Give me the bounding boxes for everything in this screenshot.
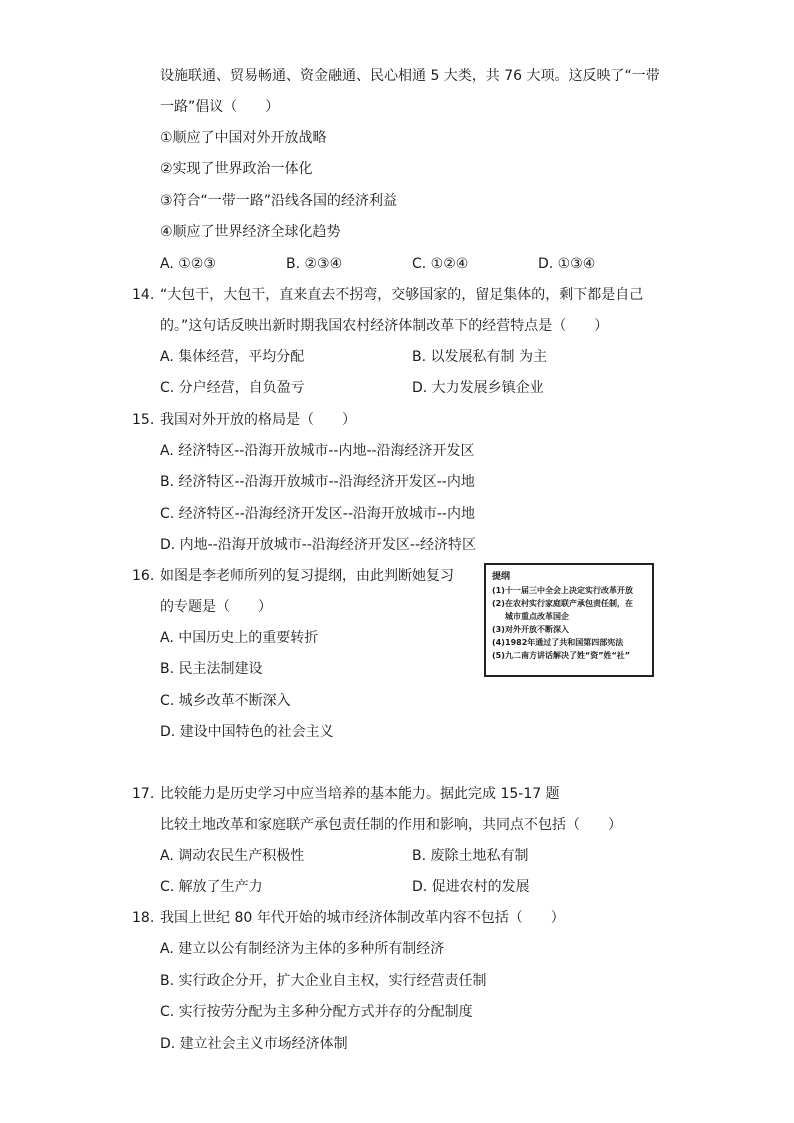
q16-option-d[interactable]: D. 建设中国特色的社会主义 (160, 724, 334, 740)
q13-option-a[interactable]: A. ①②③ (160, 256, 216, 272)
q13-stem-line2: 一路”倡议（ ） (160, 99, 280, 115)
q14-option-c[interactable]: C. 分户经营，自负盈亏 (160, 380, 305, 396)
outline-item-5 (492, 649, 646, 662)
outline-item-text: 九二南方讲话解决了姓“资”姓“社” (505, 651, 631, 660)
outline-item-number: (4) (492, 638, 505, 647)
q17-option-d[interactable]: D. 促进农村的发展 (412, 879, 530, 895)
outline-item-number: (1) (492, 586, 505, 595)
outline-title: 提纲 (492, 572, 511, 582)
q18-option-d[interactable]: D. 建立社会主义市场经济体制 (160, 1036, 348, 1052)
q15-stem: 我国对外开放的格局是（ ） (160, 412, 356, 428)
q17-number: 17. (132, 786, 155, 802)
q17-option-a[interactable]: A. 调动农民生产积极性 (160, 848, 305, 864)
q17-option-b[interactable]: B. 废除土地私有制 (412, 848, 529, 864)
q16-number: 16. (132, 568, 155, 584)
outline-item-number: (3) (492, 625, 505, 634)
outline-item-2 (492, 597, 646, 610)
q15-number: 15. (132, 412, 155, 428)
outline-item-1 (492, 584, 646, 597)
outline-item-number: (2) (492, 599, 505, 608)
q16-option-c[interactable]: C. 城乡改革不断深入 (160, 693, 291, 709)
outline-item-number: (5) (492, 651, 505, 660)
outline-item-text: 十一届三中全会上决定实行改革开放 (505, 586, 633, 595)
outline-item-text: 对外开放不断深入 (505, 625, 569, 634)
q18-option-c[interactable]: C. 实行按劳分配为主多种分配方式并存的分配制度 (160, 1004, 473, 1020)
q18-option-b[interactable]: B. 实行政企分开，扩大企业自主权，实行经营责任制 (160, 973, 487, 989)
q13-statement-1: ①顺应了中国对外开放战略 (160, 130, 327, 146)
q13-statement-2: ②实现了世界政治一体化 (160, 161, 313, 177)
q14-option-b[interactable]: B. 以发展私有制 为主 (412, 349, 547, 365)
outline-item-text: 在农村实行家庭联产承包责任制，在 (505, 599, 633, 608)
q15-option-c[interactable]: C. 经济特区--沿海经济开发区--沿海开放城市--内地 (160, 506, 475, 522)
q15-option-a[interactable]: A. 经济特区--沿海开放城市--内地--沿海经济开发区 (160, 443, 475, 459)
q16-option-a[interactable]: A. 中国历史上的重要转折 (160, 630, 319, 646)
q13-stem-line1: 设施联通、贸易畅通、资金融通、民心相通 5 大类，共 76 大项。这反映了“一带 (160, 68, 660, 84)
q13-option-b[interactable]: B. ②③④ (286, 256, 343, 272)
q13-statement-3: ③符合“一带一路”沿线各国的经济利益 (160, 193, 398, 209)
q13-option-c[interactable]: C. ①②④ (412, 256, 469, 272)
outline-item-text: 城市重点改革国企 (505, 612, 569, 621)
outline-item-3 (492, 623, 646, 636)
q14-number: 14. (132, 287, 155, 303)
q18-option-a[interactable]: A. 建立以公有制经济为主体的多种所有制经济 (160, 941, 445, 957)
q13-statement-4: ④顺应了世界经济全球化趋势 (160, 224, 341, 240)
q14-stem-line2: 的。”这句话反映出新时期我国农村经济体制改革下的经营特点是（ ） (160, 318, 609, 334)
q15-option-b[interactable]: B. 经济特区--沿海开放城市--沿海经济开发区--内地 (160, 474, 475, 490)
q16-stem-line1: 如图是李老师所列的复习提纲，由此判断她复习 (160, 568, 454, 584)
q16-option-b[interactable]: B. 民主法制建设 (160, 661, 263, 677)
q17-option-c[interactable]: C. 解放了生产力 (160, 879, 263, 895)
outline-item-4 (492, 636, 646, 649)
q14-option-d[interactable]: D. 大力发展乡镇企业 (412, 380, 544, 396)
q15-option-d[interactable]: D. 内地--沿海开放城市--沿海经济开发区--经济特区 (160, 537, 476, 553)
q17-stem-line2: 比较土地改革和家庭联产承包责任制的作用和影响，共同点不包括（ ） (160, 817, 622, 833)
q13-option-d[interactable]: D. ①③④ (538, 256, 596, 272)
q18-number: 18. (132, 910, 155, 926)
review-outline-box (484, 563, 654, 677)
q14-option-a[interactable]: A. 集体经营，平均分配 (160, 349, 305, 365)
q18-stem: 我国上世纪 80 年代开始的城市经济体制改革内容不包括（ ） (160, 910, 565, 926)
outline-item-2-continued (492, 610, 646, 623)
q16-stem-line2: 的专题是（ ） (160, 599, 272, 615)
outline-item-text: 1982年通过了共和国第四部宪法 (505, 638, 624, 647)
q17-stem-line1: 比较能力是历史学习中应当培养的基本能力。据此完成 15-17 题 (160, 786, 560, 802)
q14-stem-line1: “大包干，大包干，直来直去不拐弯，交够国家的，留足集体的，剩下都是自己 (160, 287, 644, 303)
